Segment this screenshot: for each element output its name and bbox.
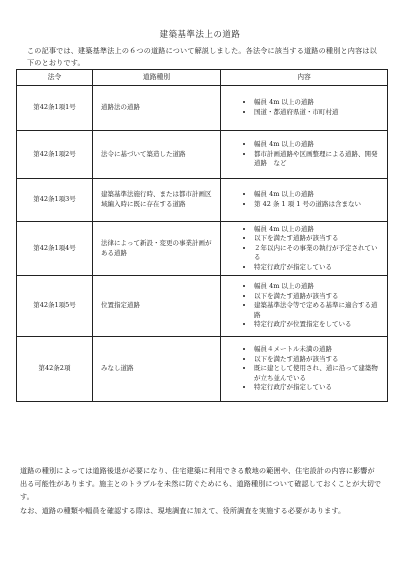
content-item: • 既に建として使用され、道に沿って建築物が立ち並んでいる	[254, 364, 379, 383]
cell-law: 第42条1項5号	[17, 276, 93, 337]
cell-content	[221, 179, 388, 222]
cell-road-type: 法令に基づいて築造した道路	[93, 131, 221, 179]
table-row	[17, 131, 388, 179]
cell-road-type: 建築基準法施行時、または都市計画区域編入時に既に存在する道路	[93, 179, 221, 222]
content-list	[241, 282, 379, 330]
cell-content	[221, 337, 388, 402]
cell-content	[221, 131, 388, 179]
content-item: • 幅員 4m 以上の道路	[254, 98, 379, 108]
header-law: 法令	[17, 70, 93, 86]
note-paragraph: 道路の種別によっては道路後退が必要になり、住宅建築に利用できる敷地の範囲や、住宅設計の内容に影響が出る可能性があります。施主とのトラブルを未然に防ぐためにも、道路種別について確認しておくことが大切です。	[20, 466, 382, 502]
cell-content	[221, 222, 388, 276]
cell-road-type: 位置指定道路	[93, 276, 221, 337]
content-item: • 第 42 条 1 項 1 号の道路は含まない	[254, 200, 379, 210]
content-item: • 幅員 4m 以上の道路	[254, 225, 379, 235]
cell-road-type: 道路法の道路	[93, 86, 221, 131]
content-list	[241, 98, 379, 117]
content-item: • 以下を満たす道路が該当する	[254, 292, 379, 302]
content-item: • 特定行政庁が位置指定をしている	[254, 320, 379, 330]
header-content: 内容	[221, 70, 388, 86]
cell-law: 第42条1項3号	[17, 179, 93, 222]
content-item: • 以下を満たす道路が該当する	[254, 234, 379, 244]
header-road-type: 道路種別	[93, 70, 221, 86]
content-item: • 以下を満たす道路が該当する	[254, 355, 379, 365]
content-list	[241, 345, 379, 393]
note-paragraph: なお、道路の種類や幅員を確認する際は、現地調査に加えて、役所調査を実施する必要があります。	[20, 505, 346, 515]
document-title: 建築基準法上の道路	[159, 29, 241, 39]
cell-content	[221, 86, 388, 131]
table-row	[17, 276, 388, 337]
cell-road-type: みなし道路	[93, 337, 221, 402]
cell-law: 第42条1項1号	[17, 86, 93, 131]
cell-law: 第42条1項4号	[17, 222, 93, 276]
content-item: • 幅員４メートル未満の道路	[254, 345, 379, 355]
content-item: • 特定行政庁が指定している	[254, 263, 379, 273]
cell-road-type: 法律によって新設・変更の事業計画がある道路	[93, 222, 221, 276]
cell-content	[221, 276, 388, 337]
content-item: • ２年以内にその事業の執行が予定されている	[254, 244, 379, 263]
intro-paragraph: この記事では、建築基準法上の６つの道路について解説しました。各法令に該当する道路の種別と内容は以下のとおりです。	[27, 46, 377, 67]
content-item: • 幅員 4m 以上の道路	[254, 190, 379, 200]
table-row	[17, 337, 388, 402]
cell-law: 第42条1項2号	[17, 131, 93, 179]
cell-law: 第42条2項	[17, 337, 93, 402]
content-item: • 建築基準法令等で定める基準に適合する道路	[254, 301, 379, 320]
closing-notes	[20, 464, 382, 517]
road-types-table	[16, 69, 388, 402]
table-row	[17, 222, 388, 276]
content-item: • 特定行政庁が指定している	[254, 383, 379, 393]
content-item: • 幅員 4m 以上の道路	[254, 282, 379, 292]
content-list	[241, 140, 379, 169]
content-item: • 国道・都道府県道・市町村道	[254, 108, 379, 118]
table-row	[17, 179, 388, 222]
table-header-row	[17, 70, 388, 86]
table-row	[17, 86, 388, 131]
content-list	[241, 225, 379, 273]
content-item: • 幅員 4m 以上の道路	[254, 140, 379, 150]
content-list	[241, 190, 379, 209]
content-item: • 都市計画道路や区画整理による道路、開発道路 など	[254, 150, 379, 169]
